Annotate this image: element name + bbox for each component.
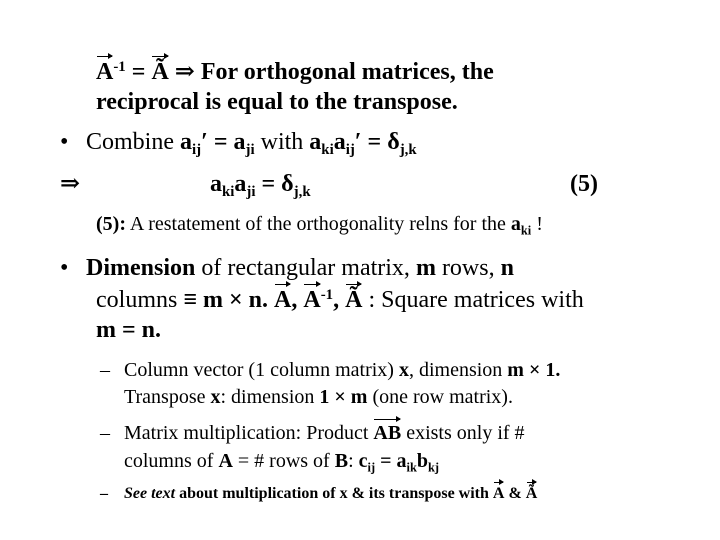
aki-aij-prime: $a_{ki}a_{ij}' = \delta_{j,k}$ [309,129,417,159]
transpose-text: Transpose [124,386,211,408]
product-text: Matrix multiplication: Product [124,422,374,444]
m-by-n: m × n. [197,287,269,314]
line-2 [96,90,458,114]
line-11: – Matrix multiplication: Product AB exists only if # [100,422,525,444]
see-text: See text [124,485,176,502]
columns-text: columns [96,287,184,314]
column-vector-text: Column vector (1 column matrix) [124,359,399,381]
var-x: x [339,485,348,502]
dash: – [100,359,110,381]
line-12: columns of A = # rows of B: $c_{ij} = a_{ik}b_{kj}$ [124,450,439,475]
combine-text: Combine [86,129,180,155]
bullet: • [60,129,69,155]
var-n: n [500,255,514,281]
line-4 [60,171,620,201]
exclamation: ! [531,213,543,235]
vector-A: A [96,59,114,86]
restatement-text: A restatement of the orthogonality relns for the [125,213,511,235]
line-1 [96,60,494,84]
inverse-superscript: -1 [320,287,334,303]
equals: = [125,59,152,86]
var-B: B [334,450,349,472]
line-13: – See text about multiplication of x & its transpose with A & Ã [100,485,538,502]
dimension-text: of rectangular matrix, [195,255,416,281]
vector-AB: AB [373,422,402,444]
vector-A-tilde: Ã [525,485,538,502]
equiv-sign: ≡ [183,287,198,314]
line-7: columns ≡ m × n. A, $A^{-1}$, Ã : Square matrices with [96,287,584,314]
dim-1-by-m: 1 × m [319,386,368,408]
var-m: m [415,255,436,281]
dimension-term: Dimension [86,255,196,281]
equation-5: $a_{ki}a_{ji} = \delta_{j,k}$ [210,171,311,201]
implies-arrow: ⇒ [168,59,201,86]
m-equals-n: m = n. [96,317,162,343]
inverse-superscript: -1 [113,59,126,75]
line-6 [60,256,514,280]
vector-A-tilde: Ã [345,287,363,314]
square-text: : Square matrices with [362,287,584,314]
columns-of-text: columns of [124,450,219,472]
vector-A: A [274,287,292,314]
line-3 [60,130,417,158]
implies-arrow: ⇒ [60,171,81,197]
dim-m-by-1: m × 1. [507,359,561,381]
var-A: A [218,450,233,472]
equation-ref: (5): [96,213,126,235]
dash: – [100,485,108,502]
orthogonal-text: For orthogonal matrices, the [200,59,494,86]
line-5 [96,214,543,237]
equation-number: (5) [570,171,598,197]
reciprocal-text: reciprocal is equal to the transpose. [96,89,458,115]
line-8 [96,318,161,342]
dash: – [100,422,110,444]
vector-A-tilde: Ã [151,59,169,86]
line-10: Transpose x: dimension 1 × m (one row matrix). [124,386,513,408]
a-ki: $a_{ki}$ [510,213,532,238]
with-text: with [254,129,310,155]
product-formula: $c_{ij} = a_{ik}b_{kj}$ [358,450,439,475]
bullet: • [60,255,69,281]
a-ij-prime: $a_{ij}' = a_{ji}$ [180,129,255,159]
vector-A: A [492,485,505,502]
var-x: x [210,386,221,408]
rows-text: rows, [435,255,501,281]
vector-A-inverse: A [303,287,321,314]
line-9: – Column vector (1 column matrix) x, dimension m × 1. [100,359,561,381]
var-x: x [398,359,409,381]
